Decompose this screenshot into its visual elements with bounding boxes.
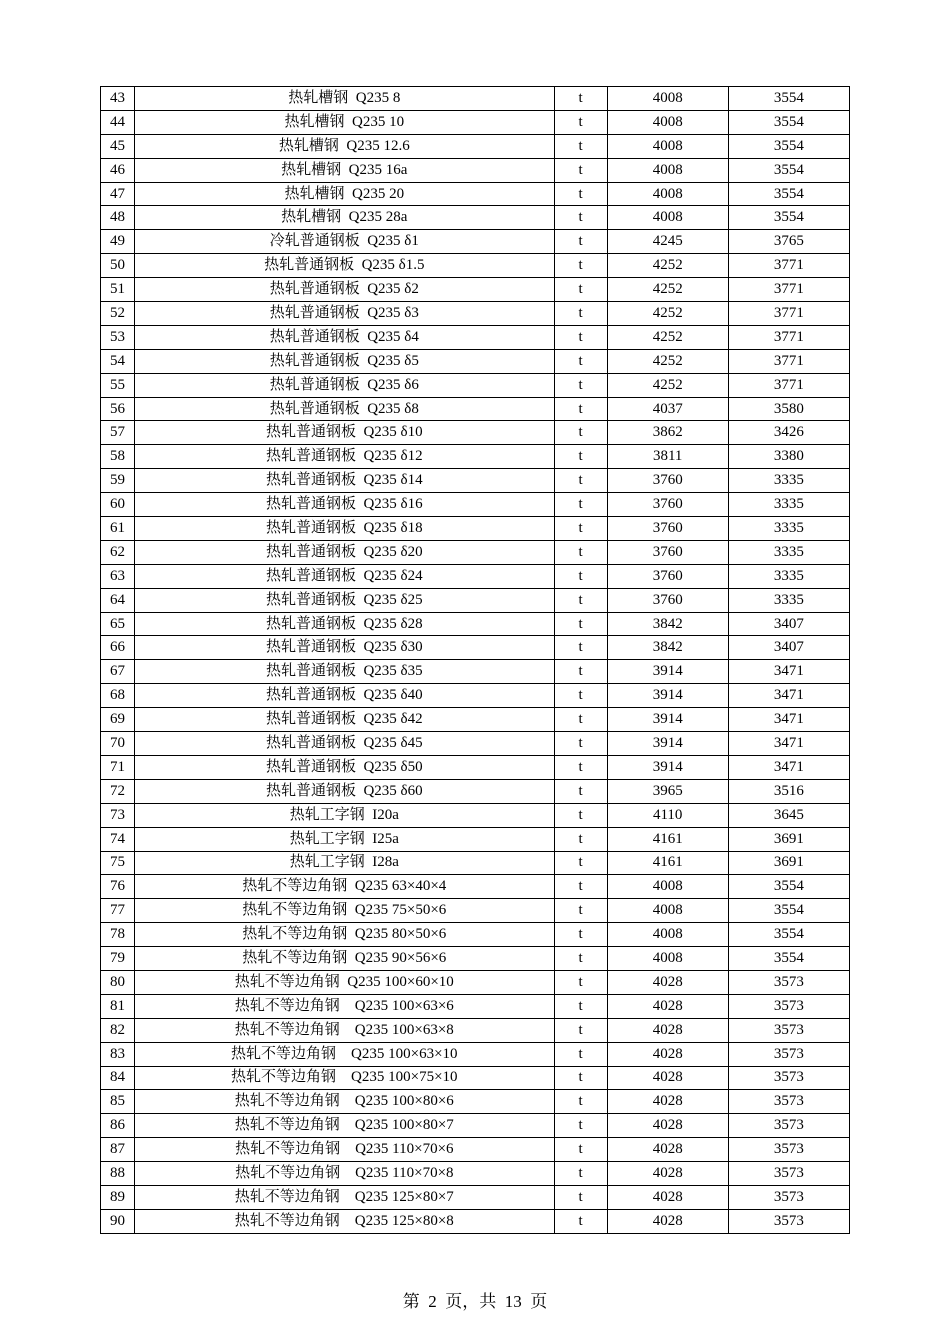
table-row — [101, 1018, 850, 1042]
item-name-cell: 热轧槽钢 Q235 20 — [135, 182, 555, 206]
table-row — [101, 373, 850, 397]
row-number-cell: 52 — [101, 302, 135, 326]
unit-cell: t — [554, 994, 607, 1018]
item-name-cell: 热轧不等边角钢 Q235 100×80×6 — [135, 1090, 555, 1114]
row-number-cell: 75 — [101, 851, 135, 875]
price-excluding-tax-cell: 3407 — [728, 636, 849, 660]
table-row — [101, 827, 850, 851]
unit-cell: t — [554, 588, 607, 612]
item-name-cell: 热轧普通钢板 Q235 δ3 — [135, 302, 555, 326]
unit-cell: t — [554, 1185, 607, 1209]
unit-cell: t — [554, 636, 607, 660]
price-including-tax-cell: 4252 — [607, 373, 728, 397]
price-including-tax-cell: 3760 — [607, 493, 728, 517]
price-including-tax-cell: 3811 — [607, 445, 728, 469]
price-excluding-tax-cell: 3771 — [728, 302, 849, 326]
price-including-tax-cell: 4110 — [607, 803, 728, 827]
row-number-cell: 80 — [101, 970, 135, 994]
table-row — [101, 899, 850, 923]
price-excluding-tax-cell: 3691 — [728, 827, 849, 851]
row-number-cell: 45 — [101, 134, 135, 158]
item-name-cell: 热轧槽钢 Q235 28a — [135, 206, 555, 230]
row-number-cell: 65 — [101, 612, 135, 636]
row-number-cell: 44 — [101, 110, 135, 134]
row-number-cell: 84 — [101, 1066, 135, 1090]
price-including-tax-cell: 3862 — [607, 421, 728, 445]
price-excluding-tax-cell: 3471 — [728, 684, 849, 708]
price-including-tax-cell: 4028 — [607, 1066, 728, 1090]
unit-cell: t — [554, 684, 607, 708]
price-including-tax-cell: 3914 — [607, 684, 728, 708]
price-excluding-tax-cell: 3426 — [728, 421, 849, 445]
price-excluding-tax-cell: 3335 — [728, 493, 849, 517]
item-name-cell: 热轧槽钢 Q235 12.6 — [135, 134, 555, 158]
price-excluding-tax-cell: 3573 — [728, 1138, 849, 1162]
unit-cell: t — [554, 875, 607, 899]
price-excluding-tax-cell: 3554 — [728, 87, 849, 111]
table-row — [101, 660, 850, 684]
item-name-cell: 热轧不等边角钢 Q235 90×56×6 — [135, 947, 555, 971]
price-excluding-tax-cell: 3771 — [728, 373, 849, 397]
price-excluding-tax-cell: 3516 — [728, 779, 849, 803]
row-number-cell: 50 — [101, 254, 135, 278]
table-row — [101, 732, 850, 756]
row-number-cell: 68 — [101, 684, 135, 708]
price-excluding-tax-cell: 3554 — [728, 923, 849, 947]
table-row — [101, 1114, 850, 1138]
row-number-cell: 83 — [101, 1042, 135, 1066]
price-including-tax-cell: 3842 — [607, 636, 728, 660]
item-name-cell: 热轧不等边角钢 Q235 125×80×8 — [135, 1209, 555, 1233]
price-including-tax-cell: 4028 — [607, 1042, 728, 1066]
price-including-tax-cell: 3914 — [607, 755, 728, 779]
price-excluding-tax-cell: 3765 — [728, 230, 849, 254]
item-name-cell: 热轧普通钢板 Q235 δ60 — [135, 779, 555, 803]
unit-cell: t — [554, 851, 607, 875]
price-including-tax-cell: 4028 — [607, 1114, 728, 1138]
price-including-tax-cell: 3842 — [607, 612, 728, 636]
item-name-cell: 热轧普通钢板 Q235 δ6 — [135, 373, 555, 397]
row-number-cell: 77 — [101, 899, 135, 923]
table-row — [101, 158, 850, 182]
unit-cell: t — [554, 612, 607, 636]
item-name-cell: 热轧普通钢板 Q235 δ5 — [135, 349, 555, 373]
row-number-cell: 66 — [101, 636, 135, 660]
table-row — [101, 684, 850, 708]
price-excluding-tax-cell: 3771 — [728, 325, 849, 349]
price-including-tax-cell: 4161 — [607, 827, 728, 851]
price-including-tax-cell: 4008 — [607, 875, 728, 899]
table-row — [101, 1162, 850, 1186]
table-row — [101, 612, 850, 636]
price-including-tax-cell: 4028 — [607, 1209, 728, 1233]
item-name-cell: 热轧不等边角钢 Q235 125×80×7 — [135, 1185, 555, 1209]
table-row — [101, 1066, 850, 1090]
unit-cell: t — [554, 110, 607, 134]
unit-cell: t — [554, 1162, 607, 1186]
item-name-cell: 热轧普通钢板 Q235 δ1.5 — [135, 254, 555, 278]
price-excluding-tax-cell: 3771 — [728, 278, 849, 302]
unit-cell: t — [554, 540, 607, 564]
row-number-cell: 56 — [101, 397, 135, 421]
price-including-tax-cell: 4161 — [607, 851, 728, 875]
item-name-cell: 热轧不等边角钢 Q235 100×75×10 — [135, 1066, 555, 1090]
unit-cell: t — [554, 899, 607, 923]
unit-cell: t — [554, 923, 607, 947]
unit-cell: t — [554, 254, 607, 278]
row-number-cell: 63 — [101, 564, 135, 588]
price-excluding-tax-cell: 3771 — [728, 349, 849, 373]
unit-cell: t — [554, 349, 607, 373]
unit-cell: t — [554, 397, 607, 421]
price-excluding-tax-cell: 3407 — [728, 612, 849, 636]
unit-cell: t — [554, 708, 607, 732]
row-number-cell: 85 — [101, 1090, 135, 1114]
table-row — [101, 230, 850, 254]
table-row — [101, 1042, 850, 1066]
price-excluding-tax-cell: 3573 — [728, 1066, 849, 1090]
price-including-tax-cell: 3914 — [607, 732, 728, 756]
row-number-cell: 69 — [101, 708, 135, 732]
row-number-cell: 70 — [101, 732, 135, 756]
price-excluding-tax-cell: 3573 — [728, 970, 849, 994]
unit-cell: t — [554, 1042, 607, 1066]
item-name-cell: 热轧不等边角钢 Q235 100×80×7 — [135, 1114, 555, 1138]
price-excluding-tax-cell: 3573 — [728, 1185, 849, 1209]
row-number-cell: 54 — [101, 349, 135, 373]
row-number-cell: 47 — [101, 182, 135, 206]
price-including-tax-cell: 3965 — [607, 779, 728, 803]
item-name-cell: 热轧普通钢板 Q235 δ30 — [135, 636, 555, 660]
table-row — [101, 923, 850, 947]
item-name-cell: 热轧不等边角钢 Q235 100×63×10 — [135, 1042, 555, 1066]
price-excluding-tax-cell: 3335 — [728, 588, 849, 612]
item-name-cell: 热轧普通钢板 Q235 δ2 — [135, 278, 555, 302]
row-number-cell: 49 — [101, 230, 135, 254]
price-excluding-tax-cell: 3471 — [728, 660, 849, 684]
unit-cell: t — [554, 1066, 607, 1090]
price-table — [100, 86, 850, 1234]
unit-cell: t — [554, 517, 607, 541]
unit-cell: t — [554, 278, 607, 302]
item-name-cell: 热轧普通钢板 Q235 δ16 — [135, 493, 555, 517]
table-row — [101, 1209, 850, 1233]
price-including-tax-cell: 4008 — [607, 87, 728, 111]
price-including-tax-cell: 4028 — [607, 970, 728, 994]
price-including-tax-cell: 4008 — [607, 206, 728, 230]
price-including-tax-cell: 4028 — [607, 1090, 728, 1114]
price-including-tax-cell: 4008 — [607, 923, 728, 947]
unit-cell: t — [554, 469, 607, 493]
price-including-tax-cell: 3760 — [607, 540, 728, 564]
unit-cell: t — [554, 970, 607, 994]
table-row — [101, 325, 850, 349]
unit-cell: t — [554, 87, 607, 111]
price-excluding-tax-cell: 3573 — [728, 1114, 849, 1138]
table-row — [101, 755, 850, 779]
price-excluding-tax-cell: 3335 — [728, 469, 849, 493]
unit-cell: t — [554, 230, 607, 254]
unit-cell: t — [554, 1090, 607, 1114]
price-excluding-tax-cell: 3573 — [728, 994, 849, 1018]
row-number-cell: 60 — [101, 493, 135, 517]
item-name-cell: 热轧普通钢板 Q235 δ12 — [135, 445, 555, 469]
item-name-cell: 热轧不等边角钢 Q235 63×40×4 — [135, 875, 555, 899]
row-number-cell: 90 — [101, 1209, 135, 1233]
unit-cell: t — [554, 1114, 607, 1138]
table-row — [101, 493, 850, 517]
table-row — [101, 779, 850, 803]
unit-cell: t — [554, 421, 607, 445]
item-name-cell: 热轧普通钢板 Q235 δ25 — [135, 588, 555, 612]
price-excluding-tax-cell: 3645 — [728, 803, 849, 827]
row-number-cell: 79 — [101, 947, 135, 971]
table-row — [101, 947, 850, 971]
price-excluding-tax-cell: 3335 — [728, 564, 849, 588]
row-number-cell: 73 — [101, 803, 135, 827]
row-number-cell: 53 — [101, 325, 135, 349]
table-row — [101, 421, 850, 445]
price-including-tax-cell: 3914 — [607, 708, 728, 732]
price-excluding-tax-cell: 3471 — [728, 755, 849, 779]
price-including-tax-cell: 4028 — [607, 1185, 728, 1209]
price-including-tax-cell: 3760 — [607, 564, 728, 588]
price-including-tax-cell: 4008 — [607, 182, 728, 206]
row-number-cell: 58 — [101, 445, 135, 469]
price-including-tax-cell: 4252 — [607, 325, 728, 349]
item-name-cell: 热轧不等边角钢 Q235 100×63×8 — [135, 1018, 555, 1042]
table-row — [101, 469, 850, 493]
price-excluding-tax-cell: 3554 — [728, 899, 849, 923]
table-row — [101, 110, 850, 134]
table-row — [101, 517, 850, 541]
price-excluding-tax-cell: 3335 — [728, 540, 849, 564]
table-row — [101, 970, 850, 994]
item-name-cell: 热轧不等边角钢 Q235 100×63×6 — [135, 994, 555, 1018]
table-row — [101, 182, 850, 206]
unit-cell: t — [554, 493, 607, 517]
unit-cell: t — [554, 660, 607, 684]
table-row — [101, 803, 850, 827]
price-excluding-tax-cell: 3554 — [728, 182, 849, 206]
price-excluding-tax-cell: 3573 — [728, 1042, 849, 1066]
table-row — [101, 397, 850, 421]
row-number-cell: 57 — [101, 421, 135, 445]
table-row — [101, 636, 850, 660]
row-number-cell: 76 — [101, 875, 135, 899]
item-name-cell: 热轧普通钢板 Q235 δ10 — [135, 421, 555, 445]
price-including-tax-cell: 4037 — [607, 397, 728, 421]
price-including-tax-cell: 4252 — [607, 254, 728, 278]
price-table-body — [101, 87, 850, 1234]
unit-cell: t — [554, 302, 607, 326]
price-including-tax-cell: 4252 — [607, 302, 728, 326]
price-including-tax-cell: 4028 — [607, 1018, 728, 1042]
item-name-cell: 热轧槽钢 Q235 10 — [135, 110, 555, 134]
item-name-cell: 热轧普通钢板 Q235 δ14 — [135, 469, 555, 493]
item-name-cell: 热轧工字钢 I20a — [135, 803, 555, 827]
table-row — [101, 1090, 850, 1114]
item-name-cell: 热轧普通钢板 Q235 δ24 — [135, 564, 555, 588]
item-name-cell: 热轧不等边角钢 Q235 110×70×8 — [135, 1162, 555, 1186]
row-number-cell: 51 — [101, 278, 135, 302]
price-including-tax-cell: 4008 — [607, 947, 728, 971]
item-name-cell: 热轧工字钢 I25a — [135, 827, 555, 851]
price-excluding-tax-cell: 3771 — [728, 254, 849, 278]
price-including-tax-cell: 4008 — [607, 110, 728, 134]
price-excluding-tax-cell: 3554 — [728, 875, 849, 899]
table-row — [101, 994, 850, 1018]
item-name-cell: 热轧普通钢板 Q235 δ35 — [135, 660, 555, 684]
table-row — [101, 588, 850, 612]
table-row — [101, 254, 850, 278]
row-number-cell: 48 — [101, 206, 135, 230]
row-number-cell: 61 — [101, 517, 135, 541]
row-number-cell: 59 — [101, 469, 135, 493]
price-excluding-tax-cell: 3335 — [728, 517, 849, 541]
price-excluding-tax-cell: 3554 — [728, 947, 849, 971]
row-number-cell: 81 — [101, 994, 135, 1018]
price-including-tax-cell: 3760 — [607, 469, 728, 493]
unit-cell: t — [554, 755, 607, 779]
item-name-cell: 热轧普通钢板 Q235 δ18 — [135, 517, 555, 541]
unit-cell: t — [554, 803, 607, 827]
item-name-cell: 热轧普通钢板 Q235 δ42 — [135, 708, 555, 732]
table-row — [101, 875, 850, 899]
unit-cell: t — [554, 206, 607, 230]
price-excluding-tax-cell: 3580 — [728, 397, 849, 421]
price-including-tax-cell: 4252 — [607, 278, 728, 302]
table-row — [101, 540, 850, 564]
item-name-cell: 热轧普通钢板 Q235 δ4 — [135, 325, 555, 349]
item-name-cell: 热轧普通钢板 Q235 δ8 — [135, 397, 555, 421]
unit-cell: t — [554, 134, 607, 158]
unit-cell: t — [554, 445, 607, 469]
table-row — [101, 302, 850, 326]
table-row — [101, 206, 850, 230]
price-including-tax-cell: 4252 — [607, 349, 728, 373]
item-name-cell: 热轧槽钢 Q235 16a — [135, 158, 555, 182]
price-excluding-tax-cell: 3380 — [728, 445, 849, 469]
unit-cell: t — [554, 1018, 607, 1042]
table-row — [101, 349, 850, 373]
row-number-cell: 62 — [101, 540, 135, 564]
row-number-cell: 86 — [101, 1114, 135, 1138]
row-number-cell: 82 — [101, 1018, 135, 1042]
unit-cell: t — [554, 158, 607, 182]
unit-cell: t — [554, 373, 607, 397]
item-name-cell: 冷轧普通钢板 Q235 δ1 — [135, 230, 555, 254]
item-name-cell: 热轧普通钢板 Q235 δ20 — [135, 540, 555, 564]
price-including-tax-cell: 4008 — [607, 158, 728, 182]
item-name-cell: 热轧不等边角钢 Q235 100×60×10 — [135, 970, 555, 994]
price-excluding-tax-cell: 3573 — [728, 1018, 849, 1042]
table-row — [101, 278, 850, 302]
price-excluding-tax-cell: 3471 — [728, 708, 849, 732]
price-excluding-tax-cell: 3554 — [728, 158, 849, 182]
row-number-cell: 72 — [101, 779, 135, 803]
row-number-cell: 87 — [101, 1138, 135, 1162]
price-including-tax-cell: 3914 — [607, 660, 728, 684]
price-including-tax-cell: 3760 — [607, 517, 728, 541]
price-including-tax-cell: 4028 — [607, 1162, 728, 1186]
item-name-cell: 热轧普通钢板 Q235 δ50 — [135, 755, 555, 779]
unit-cell: t — [554, 779, 607, 803]
unit-cell: t — [554, 827, 607, 851]
table-row — [101, 87, 850, 111]
item-name-cell: 热轧普通钢板 Q235 δ40 — [135, 684, 555, 708]
unit-cell: t — [554, 947, 607, 971]
row-number-cell: 71 — [101, 755, 135, 779]
price-excluding-tax-cell: 3573 — [728, 1162, 849, 1186]
price-including-tax-cell: 4008 — [607, 899, 728, 923]
item-name-cell: 热轧不等边角钢 Q235 75×50×6 — [135, 899, 555, 923]
unit-cell: t — [554, 564, 607, 588]
unit-cell: t — [554, 325, 607, 349]
unit-cell: t — [554, 732, 607, 756]
table-row — [101, 564, 850, 588]
price-including-tax-cell: 3760 — [607, 588, 728, 612]
price-including-tax-cell: 4028 — [607, 1138, 728, 1162]
table-row — [101, 1138, 850, 1162]
row-number-cell: 46 — [101, 158, 135, 182]
row-number-cell: 74 — [101, 827, 135, 851]
price-excluding-tax-cell: 3554 — [728, 134, 849, 158]
item-name-cell: 热轧槽钢 Q235 8 — [135, 87, 555, 111]
price-excluding-tax-cell: 3573 — [728, 1090, 849, 1114]
row-number-cell: 88 — [101, 1162, 135, 1186]
unit-cell: t — [554, 182, 607, 206]
price-including-tax-cell: 4028 — [607, 994, 728, 1018]
table-row — [101, 708, 850, 732]
item-name-cell: 热轧工字钢 I28a — [135, 851, 555, 875]
row-number-cell: 78 — [101, 923, 135, 947]
row-number-cell: 64 — [101, 588, 135, 612]
table-row — [101, 134, 850, 158]
row-number-cell: 89 — [101, 1185, 135, 1209]
row-number-cell: 67 — [101, 660, 135, 684]
price-including-tax-cell: 4245 — [607, 230, 728, 254]
table-row — [101, 851, 850, 875]
item-name-cell: 热轧普通钢板 Q235 δ28 — [135, 612, 555, 636]
item-name-cell: 热轧不等边角钢 Q235 80×50×6 — [135, 923, 555, 947]
price-excluding-tax-cell: 3471 — [728, 732, 849, 756]
price-excluding-tax-cell: 3691 — [728, 851, 849, 875]
table-row — [101, 445, 850, 469]
table-row — [101, 1185, 850, 1209]
row-number-cell: 43 — [101, 87, 135, 111]
price-excluding-tax-cell: 3554 — [728, 110, 849, 134]
item-name-cell: 热轧不等边角钢 Q235 110×70×6 — [135, 1138, 555, 1162]
row-number-cell: 55 — [101, 373, 135, 397]
unit-cell: t — [554, 1138, 607, 1162]
price-including-tax-cell: 4008 — [607, 134, 728, 158]
item-name-cell: 热轧普通钢板 Q235 δ45 — [135, 732, 555, 756]
unit-cell: t — [554, 1209, 607, 1233]
page-number-footer: 第 2 页，共 13 页 — [402, 1292, 548, 1311]
price-excluding-tax-cell: 3573 — [728, 1209, 849, 1233]
price-excluding-tax-cell: 3554 — [728, 206, 849, 230]
